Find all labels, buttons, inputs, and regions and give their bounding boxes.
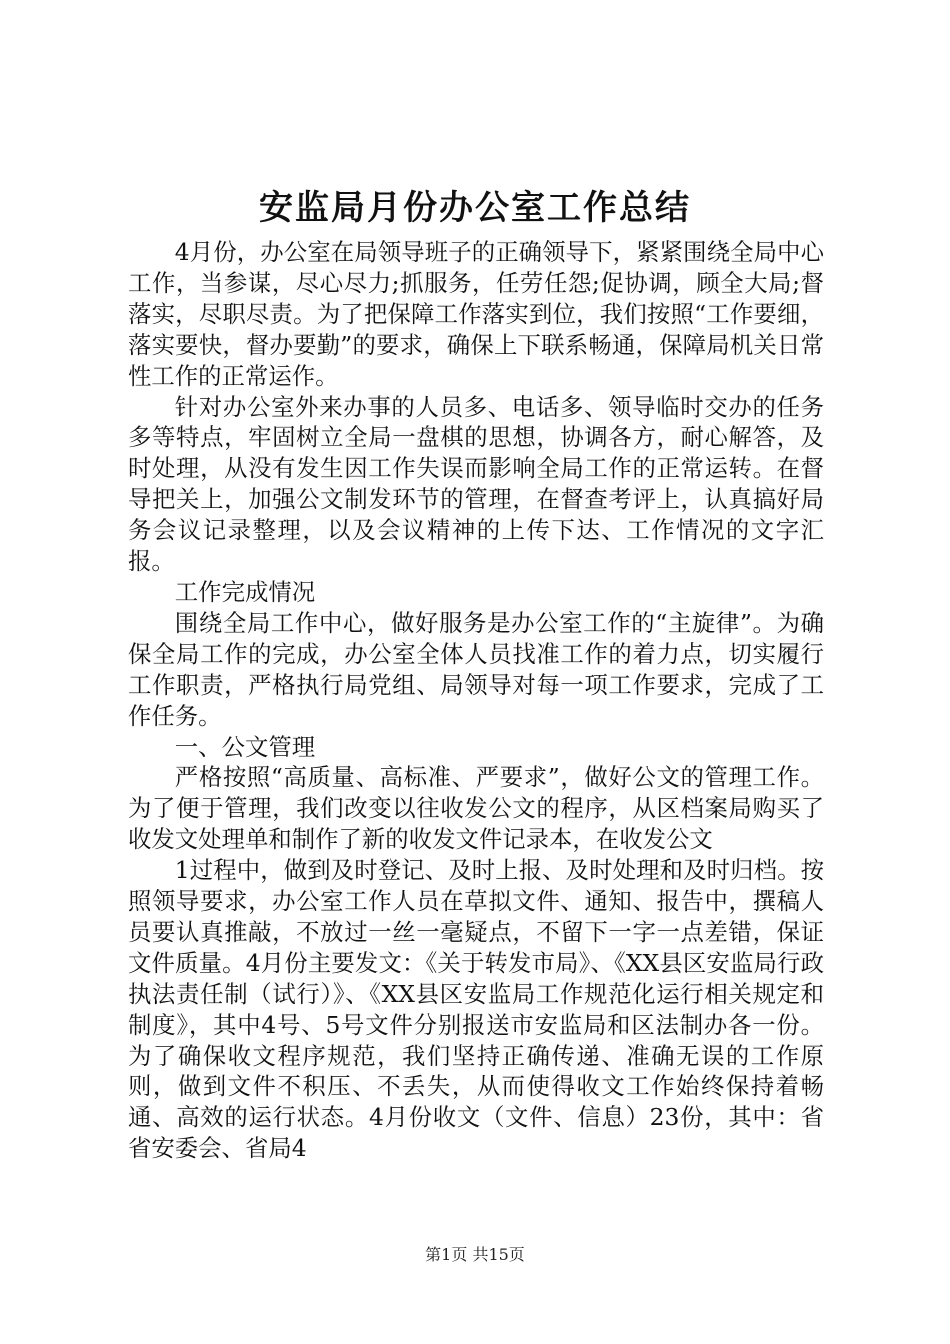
section-heading: 工作完成情况	[174, 577, 316, 606]
section-heading: 一、公文管理	[174, 732, 316, 761]
paragraph: 严格按照“高质量、高标准、严要求”，做好公文的管理工作。为了便于管理，我们改变以往收发公文的程序，从区档案局购买了收发文处理单和制作了新的收发文件记录本，在收发公文	[128, 763, 824, 854]
page-number-footer: 第1页 共15页	[425, 1245, 525, 1264]
paragraph: 针对办公室外来办事的人员多、电话多、领导临时交办的任务多等特点，牢固树立全局一盘棋的思想，协调各方，耐心解答，及时处理，从没有发生因工作失误而影响全局工作的正常运转。在督导把关上，加强公文制发环节的管理，在督查考评上，认真搞好局务会议记录整理，以及会议精神的上传下达、工作情况的文字汇报。	[128, 392, 824, 576]
paragraph: 1过程中，做到及时登记、及时上报、及时处理和及时归档。按照领导要求，办公室工作人员在草拟文件、通知、报告中，撰稿人员要认真推敲，不放过一丝一毫疑点，不留下一字一点差错，保证文件质量。4月份主要发文：《关于转发市局》、《XX县区安监局行政执法责任制（试行）》、《XX县区安监局工作规范化运行相关规定和制度》，其中4号、5号文件分别报送市安监局和区法制办各一份。为了确保收文程序规范，我们坚持正确传递、准确无误的工作原则，做到文件不积压、不丢失，从而使得收文工作始终保持着畅通、高效的运行状态。4月份收文（文件、信息）23份，其中：省省安委会、省局4	[128, 856, 824, 1163]
document-body	[128, 237, 824, 1164]
paragraph: 4月份，办公室在局领导班子的正确领导下，紧紧围绕全局中心工作，当参谋，尽心尽力;抓服务，任劳任怨;促协调，顾全大局;督落实，尽职尽责。为了把保障工作落实到位，我们按照“工作要细，落实要快，督办要勤”的要求，确保上下联系畅通，保障局机关日常性工作的正常运作。	[128, 238, 824, 390]
paragraph: 围绕全局工作中心，做好服务是办公室工作的“主旋律”。为确保全局工作的完成，办公室全体人员找准工作的着力点，切实履行工作职责，严格执行局党组、局领导对每一项工作要求，完成了工作任务。	[128, 608, 824, 730]
document-title: 安监局月份办公室工作总结	[259, 188, 691, 228]
